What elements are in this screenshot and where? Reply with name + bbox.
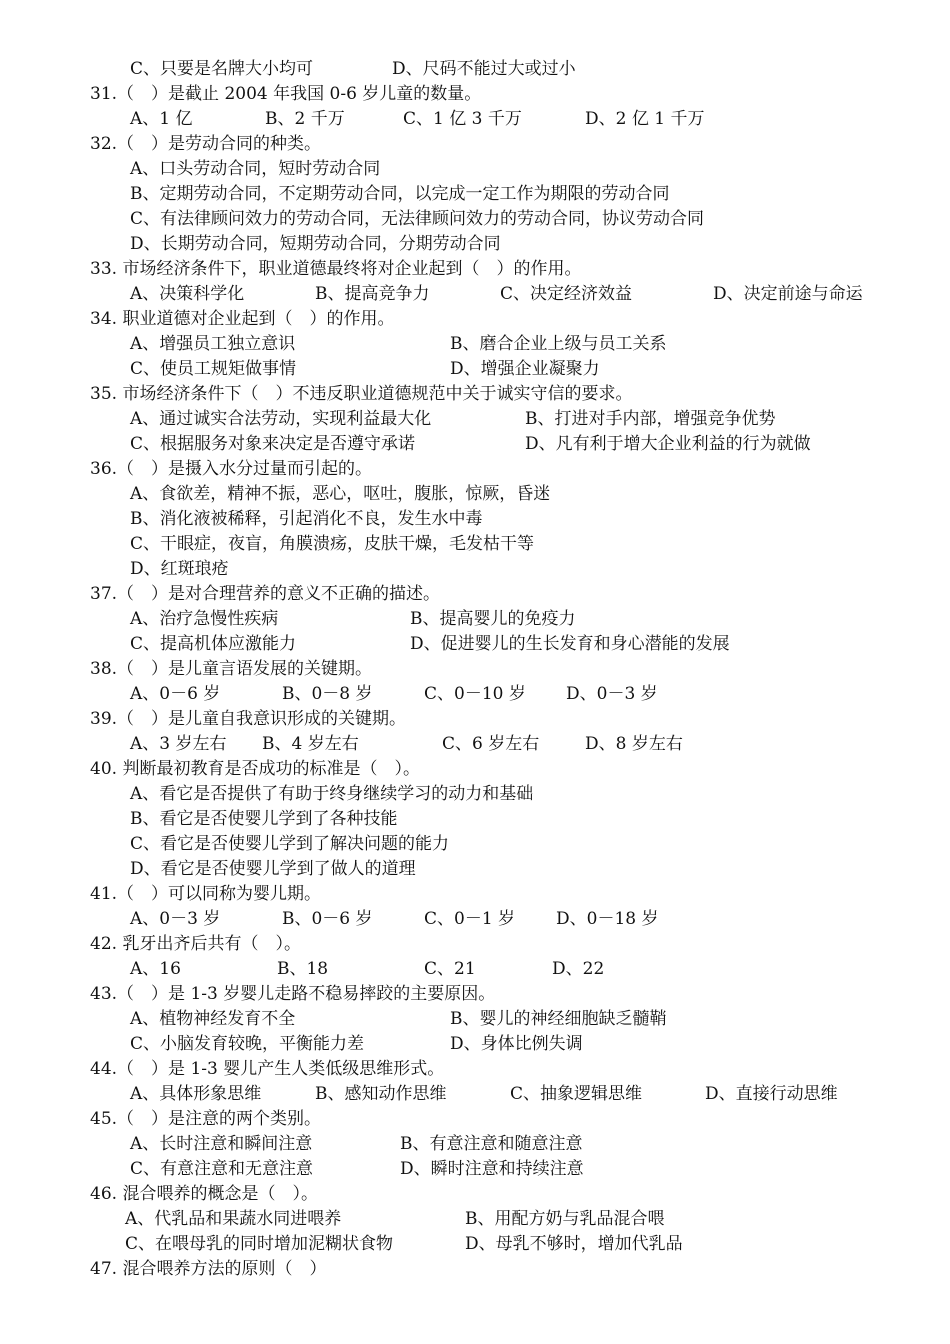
- option-text: D、增强企业凝聚力: [450, 359, 600, 379]
- option-text: C、使员工规矩做事情: [130, 359, 297, 379]
- option-text: A、具体形象思维: [130, 1084, 262, 1104]
- option-text: B、打进对手内部，增强竞争优势: [525, 409, 776, 429]
- option-text: C、看它是否使婴儿学到了解决问题的能力: [130, 834, 450, 854]
- option-text: A、3 岁左右: [130, 734, 227, 754]
- question-text: 45.（ ）是注意的两个类别。: [90, 1109, 322, 1129]
- option-text: A、16: [130, 959, 181, 979]
- question-text: 41.（ ）可以同称为婴儿期。: [90, 884, 322, 904]
- option-text: B、定期劳动合同，不定期劳动合同，以完成一定工作为期限的劳动合同: [130, 184, 670, 204]
- option-text: A、口头劳动合同，短时劳动合同: [130, 159, 381, 179]
- question-text: 36.（ ）是摄入水分过量而引起的。: [90, 459, 373, 479]
- question-text: 40. 判断最初教育是否成功的标准是（ ）。: [90, 759, 420, 779]
- option-text: B、0－6 岁: [282, 909, 373, 929]
- option-text: B、磨合企业上级与员工关系: [450, 334, 667, 354]
- option-text: C、干眼症，夜盲，角膜溃疡，皮肤干燥，毛发枯干等: [130, 534, 535, 554]
- option-text: C、有意注意和无意注意: [130, 1159, 314, 1179]
- option-text: A、植物神经发育不全: [130, 1009, 296, 1029]
- option-text: B、感知动作思维: [315, 1084, 447, 1104]
- option-text: C、6 岁左右: [442, 734, 540, 754]
- option-text: A、看它是否提供了有助于终身继续学习的动力和基础: [130, 784, 534, 804]
- option-text: B、4 岁左右: [262, 734, 359, 754]
- option-text: B、提高婴儿的免疫力: [410, 609, 576, 629]
- option-text: A、增强员工独立意识: [130, 334, 296, 354]
- option-text: D、0－3 岁: [566, 684, 658, 704]
- option-text: A、0－3 岁: [130, 909, 221, 929]
- question-text: 34. 职业道德对企业起到（ ）的作用。: [90, 309, 395, 329]
- option-text: C、有法律顾问效力的劳动合同，无法律顾问效力的劳动合同，协议劳动合同: [130, 209, 705, 229]
- option-text: C、0－1 岁: [424, 909, 516, 929]
- question-text: 37.（ ）是对合理营养的意义不正确的描述。: [90, 584, 441, 604]
- question-text: 32.（ ）是劳动合同的种类。: [90, 134, 322, 154]
- option-text: D、红斑琅疮: [130, 559, 229, 579]
- question-text: 47. 混合喂养方法的原则（ ）: [90, 1259, 327, 1279]
- option-text: A、食欲差，精神不振，恶心，呕吐，腹胀，惊厥，昏迷: [130, 484, 551, 504]
- option-text: D、促进婴儿的生长发育和身心潜能的发展: [410, 634, 730, 654]
- option-text: C、提高机体应激能力: [130, 634, 297, 654]
- question-text: 39.（ ）是儿童自我意识形成的关键期。: [90, 709, 407, 729]
- option-text: A、长时注意和瞬间注意: [130, 1134, 313, 1154]
- question-text: 38.（ ）是儿童言语发展的关键期。: [90, 659, 373, 679]
- option-text: C、21: [424, 959, 476, 979]
- option-text: B、用配方奶与乳品混合喂: [465, 1209, 665, 1229]
- option-text: D、凡有利于增大企业利益的行为就做: [525, 434, 811, 454]
- option-text: A、治疗急慢性疾病: [130, 609, 279, 629]
- question-text: 35. 市场经济条件下（ ）不违反职业道德规范中关于诚实守信的要求。: [90, 384, 633, 404]
- option-text: D、决定前途与命运: [713, 284, 863, 304]
- option-text: D、0－18 岁: [556, 909, 659, 929]
- option-text: C、只要是名牌大小均可: [130, 59, 314, 79]
- question-text: 31.（ ）是截止 2004 年我国 0-6 岁儿童的数量。: [90, 84, 482, 104]
- option-text: A、通过诚实合法劳动，实现利益最大化: [130, 409, 432, 429]
- option-text: A、决策科学化: [130, 284, 245, 304]
- option-text: B、提高竞争力: [315, 284, 430, 304]
- option-text: C、在喂母乳的同时增加泥糊状食物: [125, 1234, 394, 1254]
- option-text: A、1 亿: [130, 109, 193, 129]
- option-text: C、0－10 岁: [424, 684, 526, 704]
- option-text: C、决定经济效益: [500, 284, 633, 304]
- option-text: D、尺码不能过大或过小: [392, 59, 576, 79]
- option-text: D、长期劳动合同，短期劳动合同，分期劳动合同: [130, 234, 501, 254]
- option-text: C、根据服务对象来决定是否遵守承诺: [130, 434, 416, 454]
- option-text: D、22: [552, 959, 605, 979]
- question-text: 33. 市场经济条件下，职业道德最终将对企业起到（ ）的作用。: [90, 259, 582, 279]
- option-text: B、看它是否使婴儿学到了各种技能: [130, 809, 398, 829]
- option-text: C、抽象逻辑思维: [510, 1084, 643, 1104]
- question-text: 44.（ ）是 1-3 婴儿产生人类低级思维形式。: [90, 1059, 445, 1079]
- question-text: 43.（ ）是 1-3 岁婴儿走路不稳易摔跤的主要原因。: [90, 984, 496, 1004]
- option-text: D、瞬时注意和持续注意: [400, 1159, 584, 1179]
- option-text: C、小脑发育较晚，平衡能力差: [130, 1034, 365, 1054]
- option-text: D、8 岁左右: [585, 734, 683, 754]
- option-text: B、18: [277, 959, 329, 979]
- question-text: 42. 乳牙出齐后共有（ ）。: [90, 934, 301, 954]
- question-text: 46. 混合喂养的概念是（ ）。: [90, 1184, 318, 1204]
- option-text: D、身体比例失调: [450, 1034, 583, 1054]
- option-text: B、0－8 岁: [282, 684, 373, 704]
- option-text: D、直接行动思维: [705, 1084, 838, 1104]
- option-text: A、0－6 岁: [130, 684, 221, 704]
- option-text: B、婴儿的神经细胞缺乏髓鞘: [450, 1009, 667, 1029]
- option-text: B、消化液被稀释，引起消化不良，发生水中毒: [130, 509, 483, 529]
- option-text: C、1 亿 3 千万: [403, 109, 522, 129]
- option-text: D、看它是否使婴儿学到了做人的道理: [130, 859, 416, 879]
- option-text: B、2 千万: [265, 109, 345, 129]
- option-text: A、代乳品和果蔬水同进喂养: [125, 1209, 342, 1229]
- option-text: B、有意注意和随意注意: [400, 1134, 583, 1154]
- option-text: D、母乳不够时，增加代乳品: [465, 1234, 683, 1254]
- option-text: D、2 亿 1 千万: [585, 109, 705, 129]
